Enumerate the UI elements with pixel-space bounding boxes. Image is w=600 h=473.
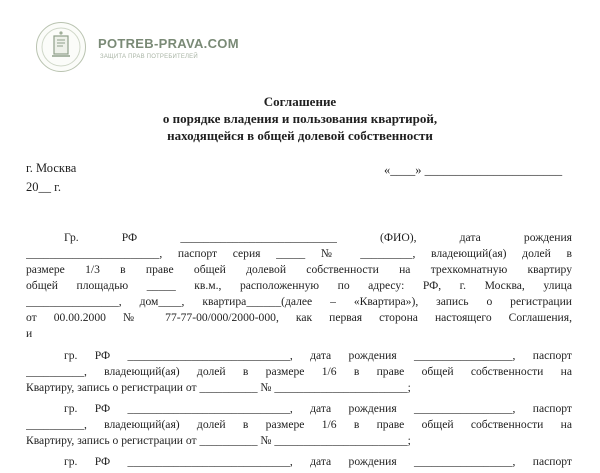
paragraph-line: гр. РФ ____________________________, дата рождения _________________, паспорт — [64, 455, 572, 468]
paragraph-line: Гр. РФ ___________________________ (ФИО), дата рождения — [64, 231, 572, 244]
paragraph-line: гр. РФ ____________________________, дата рождения _________________, паспорт — [64, 402, 572, 415]
party-three-paragraph — [26, 401, 572, 449]
title-line: находящейся в общей долевой собственности — [167, 128, 433, 143]
paragraph-line: ________________, дом____, квартира______(далее – «Квартира»), запись о регистрации — [26, 295, 572, 308]
date-field: «____» ______________________ — [384, 163, 563, 177]
logo-subtitle: ЗАЩИТА ПРАВ ПОТРЕБИТЕЛЕЙ — [100, 54, 198, 60]
title-line: о порядке владения и пользования квартирой, — [162, 111, 438, 126]
paragraph-line: от 00.00.2000 № 77-77-00/000/2000-000, как первая сторона настоящего Соглашения, — [26, 311, 572, 324]
logo-emblem-icon — [36, 22, 86, 72]
paragraph-line: Квартиру, запись о регистрации от __________ № _______________________; — [26, 434, 411, 447]
site-logo — [36, 22, 266, 72]
paragraph-line: Квартиру, запись о регистрации от __________ № _______________________; — [26, 381, 411, 394]
paragraph-line: __________, владеющий(ая) долей в размере 1/6 в праве общей собственности на — [26, 365, 572, 378]
title-line: Соглашение — [263, 94, 337, 109]
paragraph-line: общей площадью _____ кв.м., расположенную по адресу: РФ, г. Москва, улица — [26, 279, 572, 292]
year-label: 20__ г. — [26, 180, 61, 194]
logo-title: POTREB-PRAVA.COM — [98, 36, 239, 51]
paragraph-line: __________, владеющий(ая) долей в размере 1/6 в праве общей собственности на — [26, 418, 572, 431]
document-title — [0, 93, 600, 144]
paragraph-line: _______________________, паспорт серия _____ № _________, владеющий(ая) долей в — [26, 247, 572, 260]
paragraph-line: размере 1/3 в праве общей долевой собственности на трехкомнатную квартиру — [26, 263, 572, 276]
paragraph-line: гр. РФ ____________________________, дата рождения _________________, паспорт — [64, 349, 572, 362]
party-one-paragraph — [26, 230, 572, 342]
party-two-paragraph — [26, 348, 572, 396]
paragraph-line: и — [26, 327, 33, 340]
place-label: г. Москва — [26, 161, 77, 175]
party-four-paragraph — [26, 454, 572, 470]
